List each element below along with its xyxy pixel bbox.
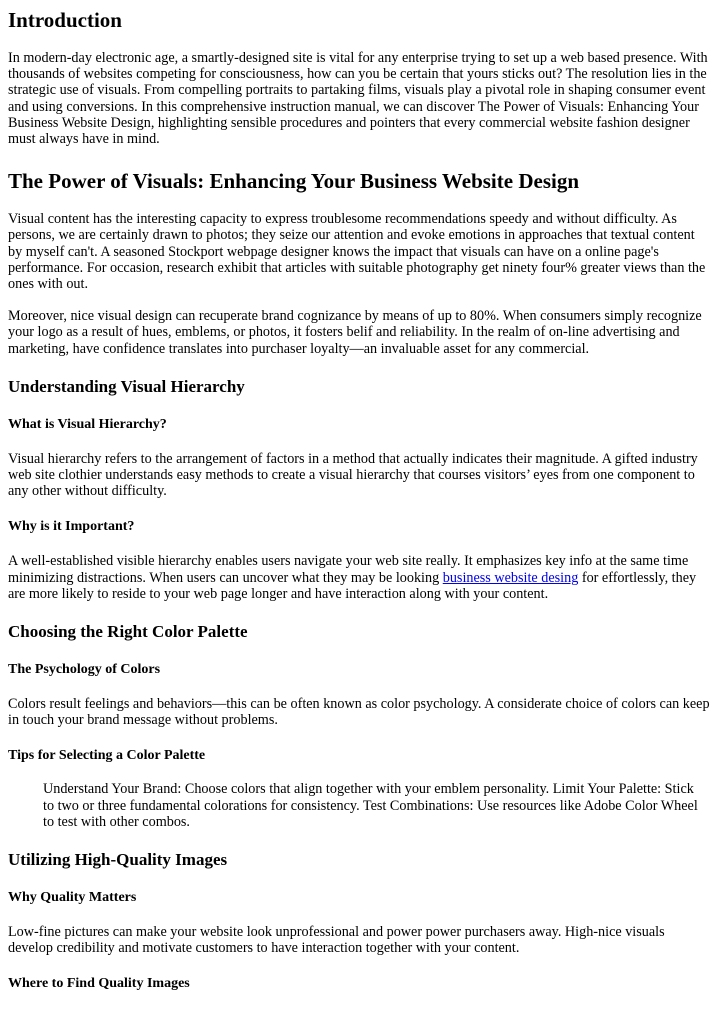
why-important-paragraph	[8, 553, 712, 602]
quality-paragraph: Low-fine pictures can make your website look unprofessional and power power purchasers away. High-nice visuals develop credibility and motivate customers to have interaction together with your content.	[8, 924, 665, 957]
why-important-text-before-link: A well-established visible hierarchy enables users navigate your web site really. It emphasizes key info at the same time minimizing distractions. When users can uncover what they may be looking	[8, 553, 689, 586]
psychology-heading: The Psychology of Colors	[8, 662, 161, 678]
article	[0, 8, 720, 992]
business-website-link[interactable]: business website desing	[442, 569, 579, 586]
intro-heading: Introduction	[8, 8, 122, 32]
where-heading: Where to Find Quality Images	[8, 976, 190, 992]
tips-quote: Understand Your Brand: Choose colors that align together with your emblem personality. Limit Your Palette: Stick to two or three fundamental colorations for consistency. Test Combinations: Use resources like Adobe Color Wheel to test with other combos.	[43, 781, 698, 830]
main-paragraph-2: Moreover, nice visual design can recuperate brand cognizance by means of up to 80%. When consumers simply recognize your logo as a result of hues, emblems, or photos, it fosters belif and reliability. In the realm of on-line advertising and marketing, have confidence translates into purchaser loyalty—an invaluable asset for any commercial.	[8, 308, 702, 357]
main-paragraph-1: Visual content has the interesting capacity to express troublesome recommendations speedy and without difficulty. As persons, we are certainly drawn to photos; they seize our attention and evoke emotions in approaches that textual content by myself can't. A seasoned Stockport webpage designer knows the impact that visuals can have on a online page's performance. For occasion, research exhibit that articles with suitable photography get ninety four% greater views than the ones with out.	[8, 211, 706, 293]
quality-heading: Why Quality Matters	[8, 890, 137, 906]
what-is-heading: What is Visual Hierarchy?	[8, 416, 167, 432]
main-heading: The Power of Visuals: Enhancing Your Business Website Design	[8, 169, 579, 194]
why-important-text-after-link: for effortlessly, they are more likely to reside to your web page longer and have interaction along with your content.	[8, 569, 697, 602]
color-heading: Choosing the Right Color Palette	[8, 622, 248, 642]
why-important-heading: Why is it Important?	[8, 519, 135, 535]
images-heading: Utilizing High-Quality Images	[8, 850, 228, 870]
psychology-paragraph: Colors result feelings and behaviors—this can be often known as color psychology. A considerate choice of colors can keep in touch your brand message without problems.	[8, 696, 710, 729]
what-is-paragraph: Visual hierarchy refers to the arrangement of factors in a method that actually indicates their magnitude. A gifted industry web site clothier understands easy methods to create a visual hierarchy that courses visitors’ eyes from one component to any other without difficulty.	[8, 450, 698, 500]
hierarchy-heading: Understanding Visual Hierarchy	[8, 376, 245, 396]
tips-heading: Tips for Selecting a Color Palette	[8, 748, 206, 764]
intro-paragraph: In modern-day electronic age, a smartly-designed site is vital for any enterprise trying to set up a web based presence. With thousands of websites competing for consciousness, how can you be certain that yours sticks out? The resolution lies in the strategic use of visuals. From compelling portraits to partaking films, visuals play a pivotal role in shaping consumer event and using conversions. In this comprehensive instruction manual, we can discover The Power of Visuals: Enhancing Your Business Website Design, highlighting sensible procedures and pointers that every commercial website fashion designer must always have in mind.	[8, 50, 708, 148]
